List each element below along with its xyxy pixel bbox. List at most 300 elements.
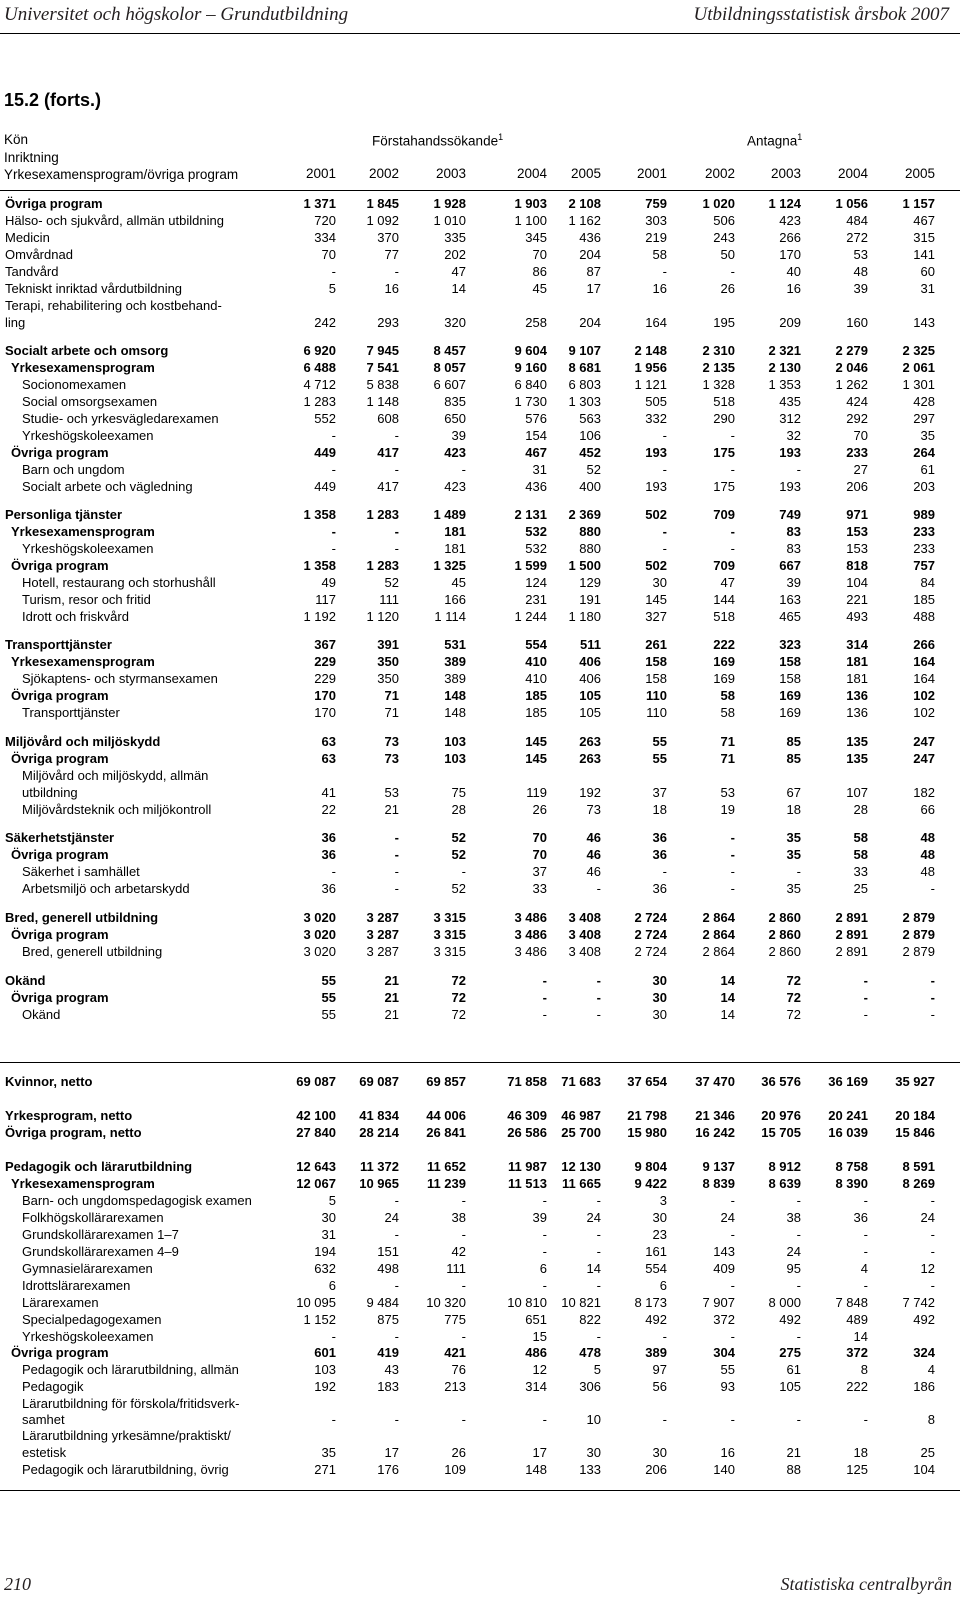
table-cell: 53: [720, 785, 735, 800]
table-cell: 493: [846, 609, 868, 624]
table-cell: 28: [853, 802, 868, 817]
table-cell: 2 061: [902, 360, 935, 375]
table-cell: 6: [539, 1261, 547, 1276]
table-cell: 41: [321, 785, 336, 800]
table-row: [0, 247, 960, 264]
table-cell: 4 712: [303, 377, 336, 392]
table-cell: 105: [779, 1379, 801, 1394]
table-cell: 601: [314, 1345, 336, 1360]
row-label: Specialpedagogexamen: [22, 1312, 162, 1327]
table-cell: 30: [652, 1210, 667, 1225]
table-cell: 52: [451, 830, 466, 845]
table-cell: 52: [384, 575, 399, 590]
table-cell: 28 214: [359, 1125, 399, 1140]
table-cell: 1 283: [366, 558, 399, 573]
table-cell: 39: [853, 281, 868, 296]
table-cell: 193: [779, 445, 801, 460]
table-cell: 70: [853, 428, 868, 443]
table-cell: 3 315: [433, 910, 466, 925]
table-cell: 26 841: [426, 1125, 466, 1140]
table-cell: 247: [913, 734, 935, 749]
header-label-program: Yrkesexamensprogram/övriga program: [4, 167, 239, 182]
table-row: [0, 751, 960, 768]
table-cell: 2 131: [514, 507, 547, 522]
table-cell: 46: [586, 847, 601, 862]
table-cell: 48: [920, 847, 935, 862]
table-cell: -: [730, 830, 735, 845]
table-cell: -: [596, 1007, 601, 1022]
table-cell: 2 864: [702, 910, 735, 925]
table-cell: 275: [779, 1345, 801, 1360]
table-cell: 107: [846, 785, 868, 800]
table-cell: 104: [913, 1462, 935, 1477]
table-cell: 554: [525, 637, 547, 652]
table-cell: 15 705: [761, 1125, 801, 1140]
table-row: [0, 944, 960, 961]
table-cell: 37: [532, 864, 547, 879]
table-cell: 1 120: [366, 609, 399, 624]
table-cell: 465: [779, 609, 801, 624]
table-cell: 372: [846, 1345, 868, 1360]
table-cell: 61: [920, 462, 935, 477]
table-cell: 27: [853, 462, 868, 477]
table-cell: 7 742: [902, 1295, 935, 1310]
table-cell: 204: [579, 247, 601, 262]
table-cell: 3 486: [514, 910, 547, 925]
table-cell: 72: [451, 1007, 466, 1022]
table-cell: 46: [586, 864, 601, 879]
table-cell: 484: [846, 213, 868, 228]
table-cell: 33: [532, 881, 547, 896]
table-cell: 143: [913, 315, 935, 330]
table-cell: 1 244: [514, 609, 547, 624]
table-cell: 41 834: [359, 1108, 399, 1123]
table-cell: 552: [314, 411, 336, 426]
row-label: Social omsorgsexamen: [22, 394, 158, 409]
table-cell: 12: [532, 1362, 547, 1377]
row-label: samhet: [22, 1412, 65, 1427]
table-cell: 5: [328, 281, 336, 296]
table-cell: -: [461, 1193, 466, 1208]
footnote-mark: 1: [797, 132, 803, 142]
table-cell: 423: [444, 479, 466, 494]
table-row: [0, 1108, 960, 1125]
table-cell: 6 920: [303, 343, 336, 358]
table-cell: 406: [579, 654, 601, 669]
table-cell: 9 604: [514, 343, 547, 358]
table-cell: -: [461, 462, 466, 477]
table-cell: 206: [645, 1462, 667, 1477]
table-cell: 3 408: [568, 927, 601, 942]
table-cell: -: [331, 541, 336, 556]
row-label: Pedagogik och lärarutbildning, övrig: [22, 1462, 229, 1477]
table-cell: 11 665: [561, 1176, 601, 1191]
table-cell: 77: [384, 247, 399, 262]
table-row: [0, 428, 960, 445]
table-cell: 3 408: [568, 910, 601, 925]
table-cell: 24: [384, 1210, 399, 1225]
table-cell: -: [863, 1007, 868, 1022]
table-cell: 86: [532, 264, 547, 279]
table-cell: 22: [321, 802, 336, 817]
table-cell: 18: [853, 1445, 868, 1460]
table-cell: 185: [913, 592, 935, 607]
table-cell: -: [331, 1412, 336, 1427]
table-cell: 20 184: [895, 1108, 935, 1123]
table-row: [0, 394, 960, 411]
table-cell: -: [863, 1244, 868, 1259]
table-cell: 35: [920, 428, 935, 443]
table-cell: 2 321: [768, 343, 801, 358]
table-cell: 50: [720, 247, 735, 262]
table-cell: 506: [713, 213, 735, 228]
table-cell: 667: [779, 558, 801, 573]
table-cell: -: [394, 864, 399, 879]
table-cell: -: [662, 524, 667, 539]
table-cell: 10 095: [296, 1295, 336, 1310]
table-row: [0, 705, 960, 722]
table-row: [0, 637, 960, 654]
table-cell: -: [596, 1244, 601, 1259]
table-cell: 8 269: [902, 1176, 935, 1191]
table-cell: 21: [384, 1007, 399, 1022]
table-cell: 144: [713, 592, 735, 607]
table-cell: 467: [525, 445, 547, 460]
table-cell: 10 320: [426, 1295, 466, 1310]
table-cell: -: [542, 1193, 547, 1208]
table-cell: -: [596, 1278, 601, 1293]
row-label: Övriga program: [11, 847, 109, 862]
row-label: Övriga program: [11, 751, 109, 766]
table-cell: 30: [652, 990, 667, 1005]
table-cell: 221: [846, 592, 868, 607]
table-row: [0, 281, 960, 298]
table-cell: 3 315: [433, 944, 466, 959]
table-cell: 272: [846, 230, 868, 245]
table-cell: 195: [713, 315, 735, 330]
table-row: [0, 1244, 960, 1261]
row-label: Lärarutbildning för förskola/fritidsverk-: [22, 1396, 240, 1411]
table-row: [0, 298, 960, 315]
table-cell: 18: [652, 802, 667, 817]
table-cell: 24: [786, 1244, 801, 1259]
table-cell: 110: [646, 705, 667, 720]
table-row: [0, 847, 960, 864]
table-cell: 158: [779, 654, 801, 669]
table-cell: 72: [786, 973, 801, 988]
table-cell: 6 803: [568, 377, 601, 392]
table-cell: 71: [384, 705, 399, 720]
year-header-cell: 2001: [305, 166, 336, 181]
table-cell: 332: [645, 411, 667, 426]
table-row: [0, 1210, 960, 1227]
table-cell: -: [863, 1227, 868, 1242]
table-cell: 428: [913, 394, 935, 409]
table-cell: 15: [532, 1329, 547, 1344]
table-cell: 21: [384, 990, 399, 1005]
table-cell: 16: [384, 281, 399, 296]
table-cell: 58: [652, 247, 667, 262]
section-rule: [0, 1062, 960, 1063]
table-cell: 102: [913, 705, 935, 720]
table-cell: 492: [913, 1312, 935, 1327]
table-cell: 25: [920, 1445, 935, 1460]
table-cell: 505: [645, 394, 667, 409]
table-cell: -: [796, 1412, 801, 1427]
table-cell: 14: [720, 973, 735, 988]
table-cell: 632: [314, 1261, 336, 1276]
table-cell: 202: [444, 247, 466, 262]
table-cell: 406: [579, 671, 601, 686]
table-cell: 30: [321, 1210, 336, 1225]
table-cell: 488: [913, 609, 935, 624]
row-label: Socialt arbete och omsorg: [5, 343, 169, 358]
table-cell: 650: [444, 411, 466, 426]
year-header-cell: 2004: [516, 166, 547, 181]
table-cell: 532: [525, 524, 547, 539]
table-cell: 266: [913, 637, 935, 652]
table-cell: 48: [920, 864, 935, 879]
table-cell: 229: [314, 654, 336, 669]
table-cell: 109: [444, 1462, 466, 1477]
table-cell: 18: [786, 802, 801, 817]
table-cell: -: [394, 1193, 399, 1208]
table-cell: 213: [444, 1379, 466, 1394]
table-cell: 12 067: [296, 1176, 336, 1191]
table-cell: -: [394, 524, 399, 539]
table-cell: 88: [786, 1462, 801, 1477]
table-cell: 532: [525, 541, 547, 556]
table-cell: 8 591: [902, 1159, 935, 1174]
table-cell: 2 879: [902, 927, 935, 942]
table-row: [0, 990, 960, 1007]
table-cell: 87: [586, 264, 601, 279]
row-label: Barn och ungdom: [22, 462, 125, 477]
table-cell: 203: [913, 479, 935, 494]
table-cell: -: [331, 864, 336, 879]
table-cell: 163: [779, 592, 801, 607]
table-cell: 32: [786, 428, 801, 443]
table-cell: -: [730, 1412, 735, 1427]
table-cell: -: [662, 1329, 667, 1344]
table-cell: 436: [579, 230, 601, 245]
row-label: Arbetsmiljö och arbetarskydd: [22, 881, 190, 896]
table-cell: 39: [532, 1210, 547, 1225]
table-cell: 73: [384, 751, 399, 766]
table-cell: 400: [579, 479, 601, 494]
table-cell: 73: [384, 734, 399, 749]
table-cell: 181: [444, 541, 466, 556]
table-cell: 42 100: [296, 1108, 336, 1123]
row-label: utbildning: [22, 785, 78, 800]
table-cell: 417: [377, 479, 399, 494]
table-cell: 11 513: [507, 1176, 547, 1191]
table-cell: -: [394, 881, 399, 896]
table-row: [0, 445, 960, 462]
table-cell: 2 891: [835, 927, 868, 942]
table-cell: 76: [451, 1362, 466, 1377]
table-cell: 181: [444, 524, 466, 539]
table-cell: 1 283: [303, 394, 336, 409]
table-cell: 95: [786, 1261, 801, 1276]
year-header-cell: 2005: [904, 166, 935, 181]
table-cell: 4: [860, 1261, 868, 1276]
table-row: [0, 264, 960, 281]
table-cell: 1 301: [902, 377, 935, 392]
table-cell: 23: [652, 1227, 667, 1242]
table-cell: 135: [846, 734, 868, 749]
table-cell: 1 353: [768, 377, 801, 392]
table-cell: 185: [525, 688, 547, 703]
table-cell: 135: [846, 751, 868, 766]
table-cell: 2 860: [768, 910, 801, 925]
table-cell: 350: [377, 654, 399, 669]
table-cell: 370: [377, 230, 399, 245]
table-cell: 11 987: [507, 1159, 547, 1174]
table-cell: 37 654: [627, 1074, 667, 1089]
table-cell: -: [796, 462, 801, 477]
table-cell: 110: [646, 688, 667, 703]
table-cell: 140: [713, 1462, 735, 1477]
table-cell: 52: [451, 881, 466, 896]
row-label: Turism, resor och fritid: [22, 592, 151, 607]
table-cell: 102: [913, 688, 935, 703]
table-cell: 46 987: [561, 1108, 601, 1123]
table-cell: 1 152: [303, 1312, 336, 1327]
table-cell: -: [796, 1278, 801, 1293]
table-cell: 12 643: [296, 1159, 336, 1174]
table-cell: 608: [377, 411, 399, 426]
table-cell: 204: [579, 315, 601, 330]
row-label: Terapi, rehabilitering och kostbehand-: [5, 298, 222, 313]
table-row: [0, 343, 960, 360]
table-cell: 651: [525, 1312, 547, 1327]
table-row: [0, 768, 960, 785]
row-label: Bred, generell utbildning: [5, 910, 159, 925]
row-label: Transporttjänster: [5, 637, 112, 652]
table-cell: 45: [532, 281, 547, 296]
table-cell: 8 758: [835, 1159, 868, 1174]
table-cell: 209: [779, 315, 801, 330]
table-cell: 231: [525, 592, 547, 607]
table-cell: -: [461, 1412, 466, 1427]
table-cell: 14: [720, 990, 735, 1005]
table-cell: -: [331, 1329, 336, 1344]
table-cell: 971: [846, 507, 868, 522]
table-cell: 43: [384, 1362, 399, 1377]
table-cell: 170: [314, 705, 336, 720]
table-cell: 3 408: [568, 944, 601, 959]
table-cell: 759: [645, 196, 667, 211]
table-cell: 58: [720, 688, 735, 703]
table-cell: 35: [786, 847, 801, 862]
table-cell: 36: [853, 1210, 868, 1225]
table-row: [0, 785, 960, 802]
table-cell: 2 724: [634, 927, 667, 942]
table-cell: 206: [846, 479, 868, 494]
table-cell: 345: [525, 230, 547, 245]
table-cell: 9 107: [568, 343, 601, 358]
table-cell: 9 422: [634, 1176, 667, 1191]
table-cell: 9 804: [634, 1159, 667, 1174]
table-cell: 757: [913, 558, 935, 573]
table-cell: -: [730, 1329, 735, 1344]
table-cell: -: [863, 1412, 868, 1427]
group-admitted-label: Antagna: [747, 133, 798, 149]
table-row: [0, 196, 960, 213]
table-cell: 47: [720, 575, 735, 590]
table-cell: 15 846: [895, 1125, 935, 1140]
row-label: Säkerhetstjänster: [5, 830, 115, 845]
year-header-cell: 2004: [837, 166, 868, 181]
row-label: Transporttjänster: [22, 705, 120, 720]
table-cell: 63: [321, 751, 336, 766]
table-cell: 55: [720, 1362, 735, 1377]
table-row: [0, 462, 960, 479]
table-cell: 103: [314, 1362, 336, 1377]
table-cell: 875: [377, 1312, 399, 1327]
table-cell: -: [662, 541, 667, 556]
row-label: Grundskollärarexamen 1–7: [22, 1227, 179, 1242]
table-cell: -: [662, 864, 667, 879]
table-cell: 14: [586, 1261, 601, 1276]
table-cell: 372: [713, 1312, 735, 1327]
table-cell: -: [596, 1193, 601, 1208]
row-label: Sjökaptens- och styrmansexamen: [22, 671, 218, 686]
table-cell: 7 848: [835, 1295, 868, 1310]
table-cell: 36: [652, 881, 667, 896]
table-cell: 1 262: [835, 377, 868, 392]
table-cell: 2 891: [835, 944, 868, 959]
table-cell: 69 857: [426, 1074, 466, 1089]
table-cell: 8: [927, 1412, 935, 1427]
table-row: [0, 360, 960, 377]
table-cell: 71: [384, 688, 399, 703]
table-cell: 3 287: [366, 910, 399, 925]
table-cell: 449: [314, 479, 336, 494]
table-cell: 31: [920, 281, 935, 296]
table-cell: 1 020: [702, 196, 735, 211]
table-cell: 21: [384, 802, 399, 817]
table-row: [0, 558, 960, 575]
table-cell: -: [662, 462, 667, 477]
table-cell: 192: [579, 785, 601, 800]
table-cell: 417: [377, 445, 399, 460]
row-label: Socionomexamen: [22, 377, 127, 392]
table-cell: 31: [532, 462, 547, 477]
row-label: Yrkeshögskoleexamen: [22, 428, 154, 443]
table-cell: 8 839: [702, 1176, 735, 1191]
table-cell: -: [596, 1227, 601, 1242]
table-cell: 21 346: [695, 1108, 735, 1123]
table-cell: 6: [328, 1278, 336, 1293]
row-label: Hälso- och sjukvård, allmän utbildning: [5, 213, 224, 228]
table-cell: 7 541: [366, 360, 399, 375]
table-cell: 36: [652, 847, 667, 862]
table-cell: 8 912: [768, 1159, 801, 1174]
table-cell: 2 046: [835, 360, 868, 375]
table-row: [0, 1379, 960, 1396]
table-cell: 28: [451, 802, 466, 817]
table-cell: 389: [645, 1345, 667, 1360]
table-cell: 106: [579, 428, 601, 443]
table-cell: 26: [532, 802, 547, 817]
table-cell: -: [863, 990, 868, 1005]
table-cell: 6: [659, 1278, 667, 1293]
table-cell: 37: [652, 785, 667, 800]
table-row: [0, 802, 960, 819]
table-row: [0, 1007, 960, 1024]
